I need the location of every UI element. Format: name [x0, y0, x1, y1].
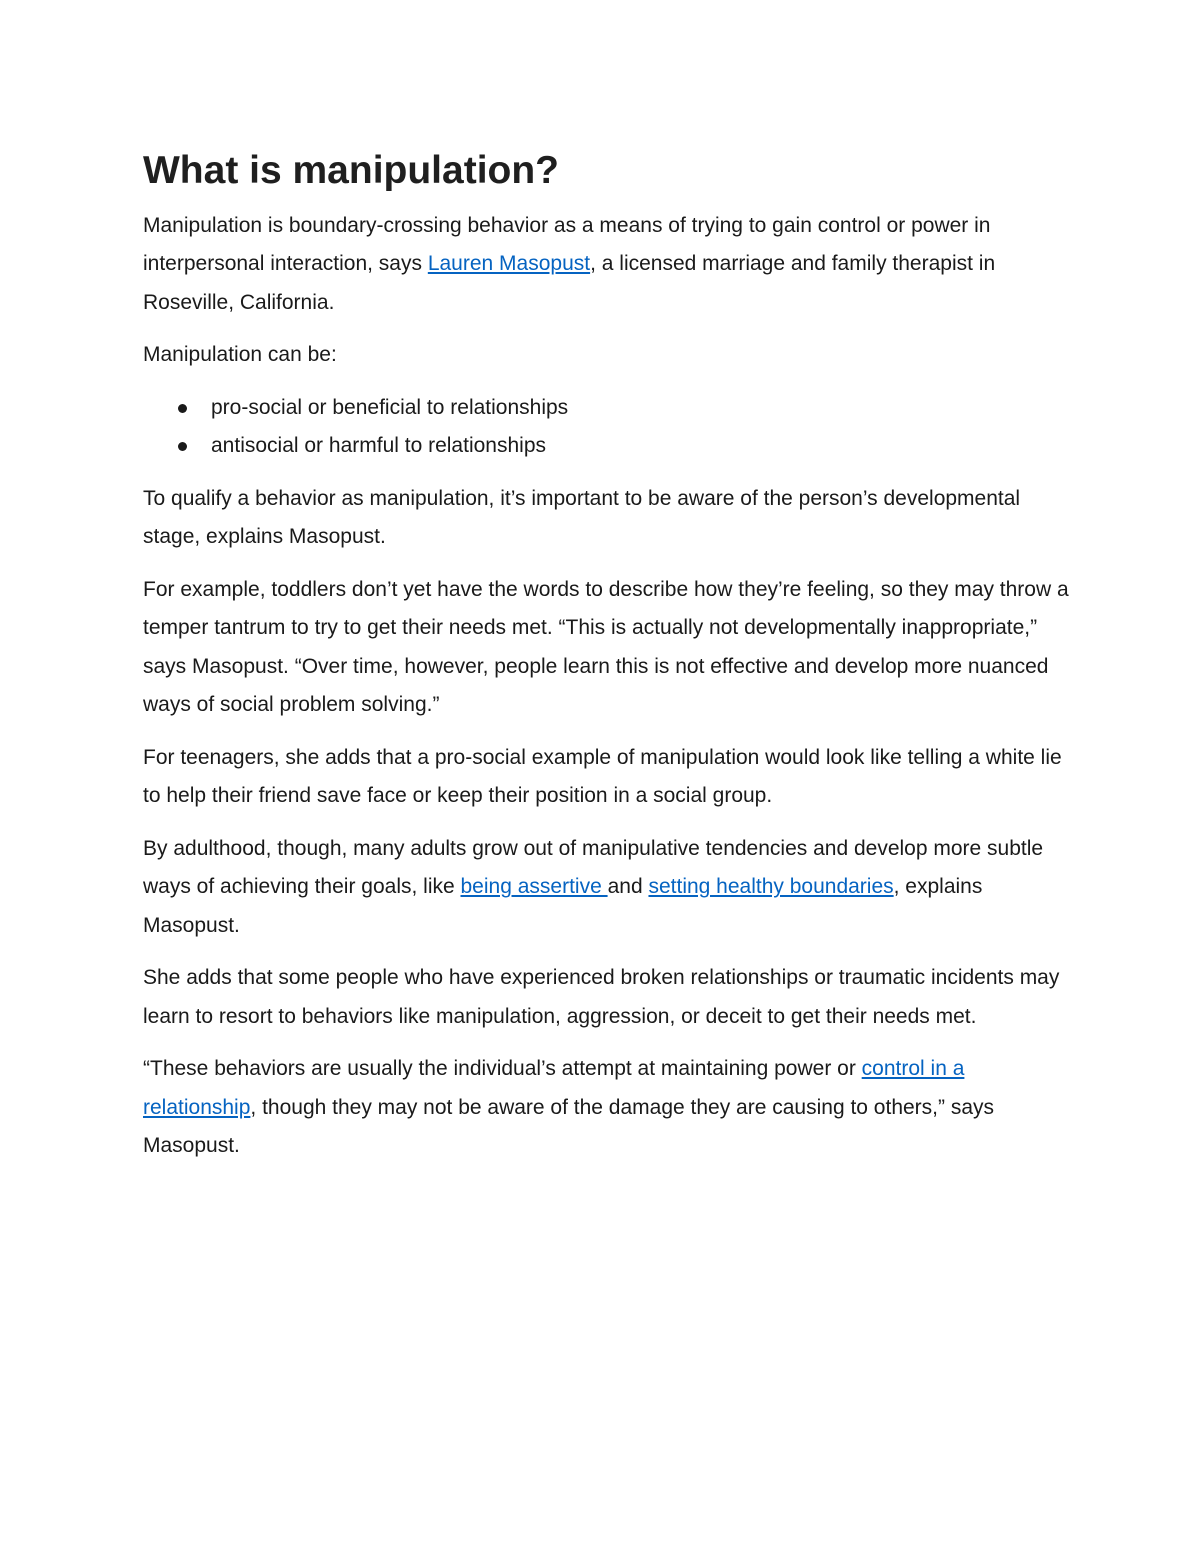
- list-item: [143, 427, 1073, 466]
- paragraph-quote-text-end: , though they may not be aware of the damage they are causing to others,” says Masopust.: [143, 1095, 995, 1158]
- link-setting-healthy-boundaries[interactable]: setting healthy boundaries: [648, 875, 894, 899]
- paragraph-quote-power: [143, 1050, 1073, 1166]
- paragraph-definition-text-end: , a licensed marriage and family therapist in Roseville, California.: [143, 252, 996, 314]
- paragraph-quote-text-start: “These behaviors are usually the individual’s attempt at maintaining power or: [143, 1057, 862, 1081]
- paragraph-qualify: To qualify a behavior as manipulation, it’s important to be aware of the person’s developmental stage, explains Masopust.: [143, 486, 1021, 549]
- paragraph-adulthood: [143, 830, 1073, 946]
- link-being-assertive[interactable]: being assertive: [460, 875, 608, 899]
- bullet-dot-icon: [178, 404, 187, 413]
- page-title: What is manipulation?: [143, 149, 559, 192]
- document-body: [143, 150, 1073, 1180]
- paragraph-toddlers: For example, toddlers don’t yet have the words to describe how they’re feeling, so they may throw a temper tantrum to try to get their needs met. “This is actually not developmentally inappropriate,” says Masopust. “Over time, however, people learn this is not effective and develop more nuanced ways of social problem solving.”: [143, 577, 1069, 717]
- list-item-text: antisocial or harmful to relationships: [211, 434, 546, 458]
- list-item-text: pro-social or beneficial to relationships: [211, 395, 569, 419]
- link-lauren-masopust[interactable]: Lauren Masopust: [427, 252, 591, 276]
- list-item: [143, 389, 1073, 428]
- paragraph-adulthood-text-start: By adulthood, though, many adults grow out of manipulative tendencies and develop more subtle ways of achieving their goals, like: [143, 836, 1044, 899]
- paragraph-can-be: Manipulation can be:: [143, 343, 337, 367]
- paragraph-broken-relationships: She adds that some people who have experienced broken relationships or traumatic incidents may learn to resort to behaviors like manipulation, aggression, or deceit to get their needs met.: [143, 966, 1060, 1028]
- paragraph-adulthood-text-middle: and: [607, 875, 649, 899]
- paragraph-adulthood-text-end: , explains Masopust.: [143, 875, 983, 937]
- paragraph-definition: [143, 207, 1073, 323]
- bullet-list: [143, 389, 1073, 466]
- paragraph-teenagers: For teenagers, she adds that a pro-social example of manipulation would look like telling a white lie to help their friend save face or keep their position in a social group.: [143, 745, 1062, 808]
- bullet-dot-icon: [178, 442, 187, 451]
- link-control-in-a-relationship[interactable]: control in a relationship: [143, 1057, 965, 1119]
- paragraph-definition-text-start: Manipulation is boundary-crossing behavior as a means of trying to gain control or power in interpersonal interaction, says: [143, 213, 991, 276]
